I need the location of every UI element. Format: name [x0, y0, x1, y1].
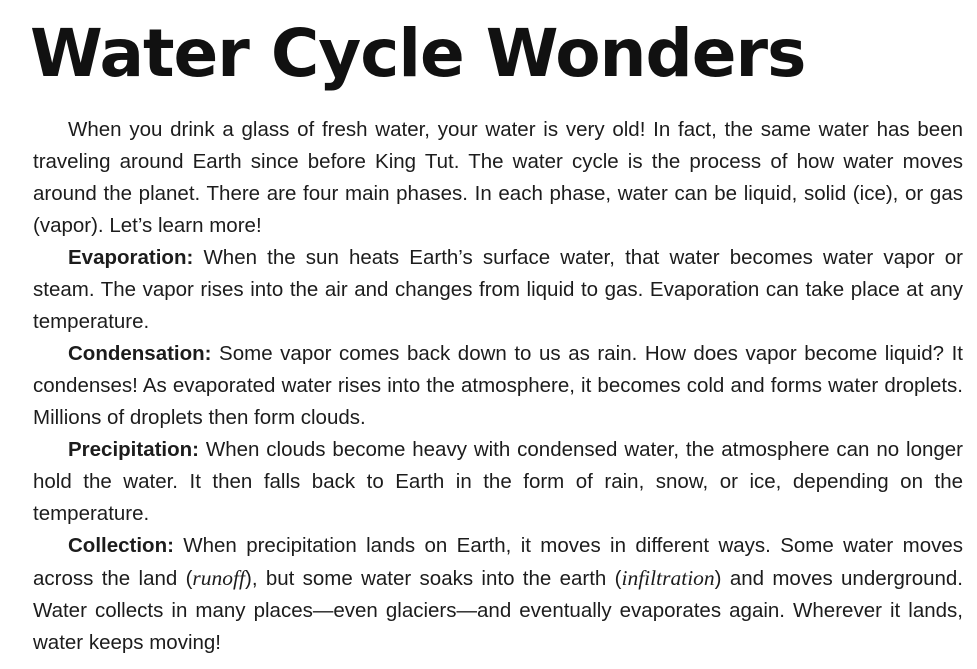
precipitation-paragraph [33, 434, 963, 530]
collection-paragraph [33, 530, 963, 659]
intro-paragraph: When you drink a glass of fresh water, your water is very old! In fact, the same water has been traveling around Earth since before King Tut. The water cycle is the process of how water moves around the planet. There are four main phases. In each phase, water can be liquid, solid (ice), or gas (vapor). Let’s learn more! [33, 118, 963, 237]
collection-text-2: ), but some water soaks into the earth ( [245, 567, 622, 590]
evaporation-paragraph [33, 242, 963, 338]
precipitation-term: Precipitation: [68, 438, 199, 461]
collection-term: Collection: [68, 534, 174, 557]
condensation-text: Some vapor comes back down to us as rain. How does vapor become liquid? It condenses! As evaporated water rises into the atmosphere, it becomes cold and forms water droplets. Millions of droplets then form clouds. [33, 342, 963, 429]
evaporation-text: When the sun heats Earth’s surface water, that water becomes water vapor or steam. The vapor rises into the air and changes from liquid to gas. Evaporation can take place at any temperature. [33, 246, 963, 333]
article-body [33, 114, 963, 659]
precipitation-text: When clouds become heavy with condensed water, the atmosphere can no longer hold the water. It then falls back to Earth in the form of rain, snow, or ice, depending on the temperature. [33, 438, 963, 525]
evaporation-term: Evaporation: [68, 246, 194, 269]
collection-text-3: ) and moves underground. Water collects in many places—even glaciers—and eventually evaporates again. Wherever it lands, water keeps moving! [33, 567, 963, 654]
infiltration-term: infiltration [621, 566, 715, 590]
page-title: Water Cycle Wonders [30, 15, 806, 92]
condensation-paragraph [33, 338, 963, 434]
runoff-term: runoff [192, 566, 245, 590]
condensation-term: Condensation: [68, 342, 212, 365]
collection-text-1: When precipitation lands on Earth, it moves in different ways. Some water moves across the land ( [33, 534, 963, 590]
